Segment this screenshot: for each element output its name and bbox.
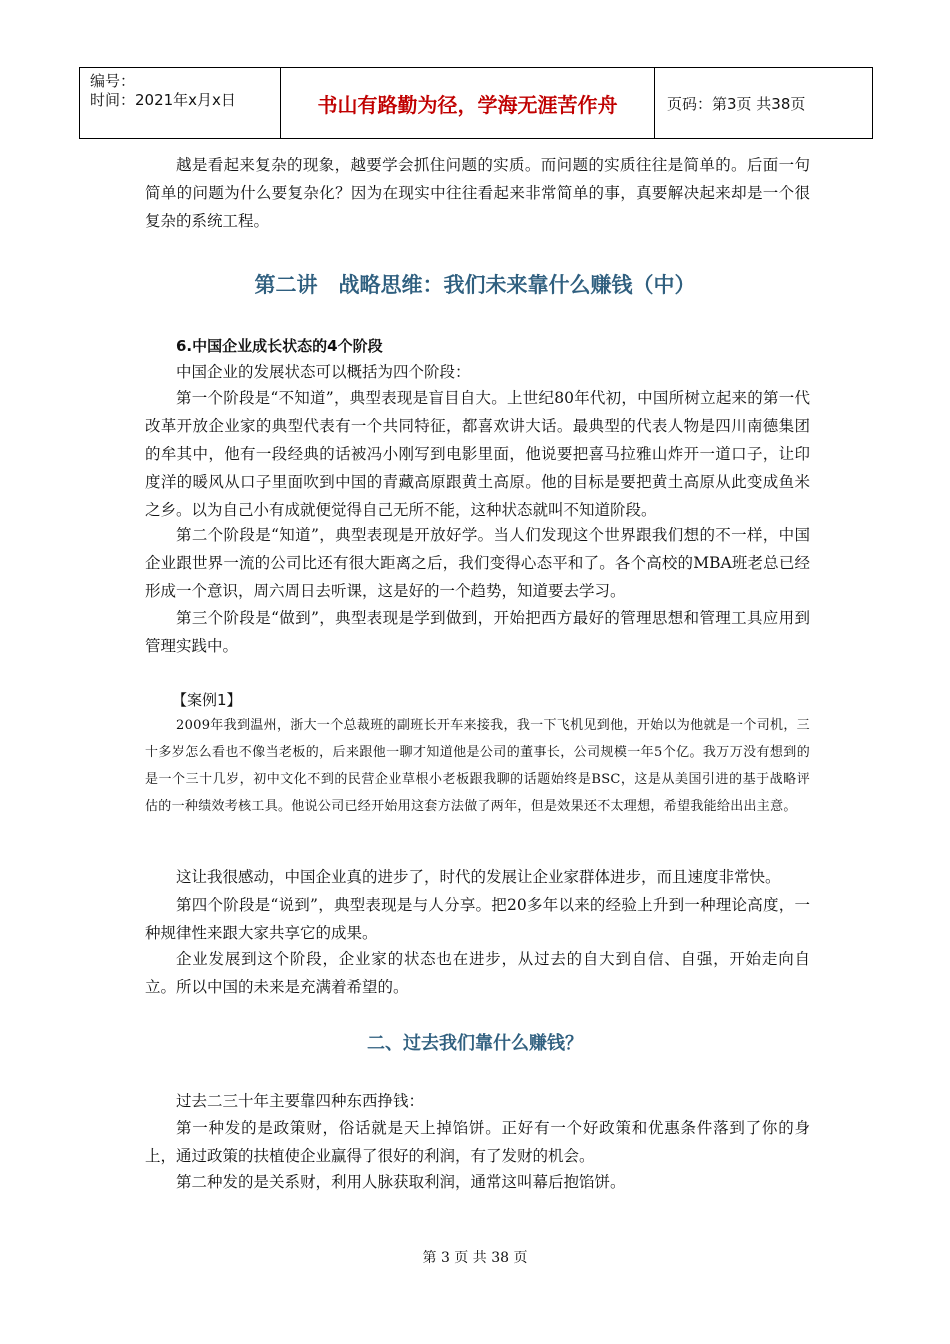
section-2-para-1: 过去二三十年主要靠四种东西挣钱： [176,1092,425,1110]
section-2-title: 二、过去我们靠什么赚钱？ [367,1033,583,1054]
section-2-para-3: 第二种发的是关系财，利用人脉获取利润，通常这叫幕后抱馅饼。 [176,1173,626,1191]
after-case-para-2: 第四个阶段是“说到”，典型表现是与人分享。把20多年以来的经验上升到一种理论高度，一种规律性来跟大家共享它的成果。 [145,896,810,942]
section-6-para-3: 第二个阶段是“知道”，典型表现是开放好学。当人们发现这个世界跟我们想的不一样，中国企业跟世界一流的公司比还有很大距离之后，我们变得心态平和了。各个高校的MBA班老总已经形成一个意识，周六周日去听课，这是好的一个趋势，知道要去学习。 [145,526,810,600]
section-6-para-1: 中国企业的发展状态可以概括为四个阶段： [176,363,471,381]
header-meta [80,68,281,138]
intro-paragraph: 越是看起来复杂的现象，越要学会抓住问题的实质。而问题的实质往往是简单的。后面一句简单的问题为什么要复杂化？因为在现实中往往看起来非常简单的事，真要解决起来却是一个很复杂的系统工程。 [145,156,810,230]
page-header [79,67,873,139]
document-date: 时间：2021年x月x日 [90,91,236,109]
case-text: 2009年我到温州，浙大一个总裁班的副班长开车来接我，我一下飞机见到他，开始以为他就是一个司机，三十多岁怎么看也不像当老板的，后来跟他一聊才知道他是公司的董事长，公司规模一年5个亿。我万万没有想到的是一个三十几岁，初中文化不到的民营企业草根小老板跟我聊的话题始终是BSC，这是从美国引进的基于战略评估的一种绩效考核工具。他说公司已经开始用这套方法做了两年，但是效果还不太理想，希望我能给出出主意。 [145,718,810,814]
page-footer: 第 3 页 共 38 页 [422,1250,528,1266]
section-6-para-4: 第三个阶段是“做到”，典型表现是学到做到，开始把西方最好的管理思想和管理工具应用到管理实践中。 [145,609,810,655]
after-case-para-3: 企业发展到这个阶段，企业家的状态也在进步，从过去的自大到自信、自强，开始走向自立。所以中国的未来是充满着希望的。 [145,950,810,996]
section-6-para-2: 第一个阶段是“不知道”，典型表现是盲目自大。上世纪80年代初，中国所树立起来的第一代改革开放企业家的典型代表有一个共同特征，都喜欢讲大话。最典型的代表人物是四川南德集团的牟其中，他有一段经典的话被冯小刚写到电影里面，他说要把喜马拉雅山炸开一道口子，让印度洋的暖风从口子里面吹到中国的青藏高原跟黄土高原。他的目标是要把黄土高原从此变成鱼米之乡。以为自己小有成就便觉得自己无所不能，这种状态就叫不知道阶段。 [145,389,810,519]
header-motto: 书山有路勤为径，学海无涯苦作舟 [281,68,655,138]
section-6-title: 6.中国企业成长状态的4个阶段 [176,337,383,355]
header-page-info: 页码：第3页 共38页 [667,94,806,113]
after-case-para-1: 这让我很感动，中国企业真的进步了，时代的发展让企业家群体进步，而且速度非常快。 [176,868,781,886]
lecture-title: 第二讲 战略思维：我们未来靠什么赚钱（中） [254,273,696,297]
section-2-para-2: 第一种发的是政策财，俗话就是天上掉馅饼。正好有一个好政策和优惠条件落到了你的身上，通过政策的扶植使企业赢得了很好的利润，有了发财的机会。 [145,1119,810,1165]
document-number: 编号： [90,72,136,90]
case-title: 【案例1】 [172,691,242,709]
